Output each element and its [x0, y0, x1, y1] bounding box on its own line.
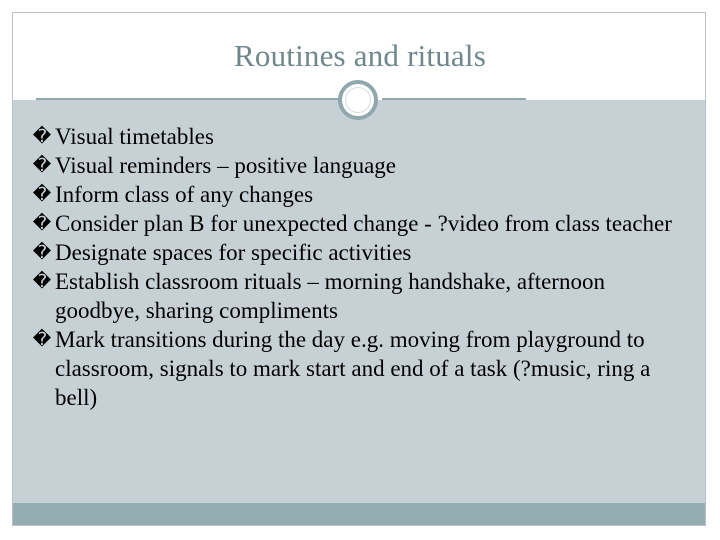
- bullet-placeholder-icon: [30, 211, 54, 236]
- bullet-placeholder-icon: [30, 124, 54, 149]
- bullet-text: Visual reminders – positive language: [55, 153, 396, 178]
- slide-title: Routines and rituals: [234, 38, 486, 73]
- bullet-placeholder-icon: [30, 269, 54, 294]
- bullet-text: Visual timetables: [55, 124, 214, 149]
- bullet-item: [30, 238, 690, 267]
- bottom-bar: [13, 503, 705, 525]
- bullet-placeholder-icon: [30, 240, 54, 265]
- bullet-text: Establish classroom rituals – morning handshake, afternoon goodbye, sharing compliments: [55, 269, 605, 323]
- bullet-text: Inform class of any changes: [55, 182, 314, 207]
- bullet-item: [30, 325, 690, 412]
- bullet-item: [30, 267, 690, 325]
- bullet-placeholder-icon: [30, 327, 54, 352]
- ring-ornament-icon: [338, 80, 378, 120]
- ring-inner-icon: [345, 87, 371, 113]
- bullet-text: Consider plan B for unexpected change - ?video from class teacher: [55, 211, 672, 236]
- bullet-placeholder-icon: [30, 182, 54, 207]
- bullet-item: [30, 122, 690, 151]
- title-divider-left: [36, 98, 340, 100]
- bullet-item: [30, 151, 690, 180]
- bullet-placeholder-icon: [30, 153, 54, 178]
- title-divider-right: [382, 98, 526, 100]
- bullet-item: [30, 209, 690, 238]
- bullet-list: [30, 122, 690, 412]
- bullet-text: Mark transitions during the day e.g. moving from playground to classroom, signals to mark start and end of a task (?music, ring a bell): [55, 327, 651, 410]
- bullet-item: [30, 180, 690, 209]
- bullet-text: Designate spaces for specific activities: [55, 240, 412, 265]
